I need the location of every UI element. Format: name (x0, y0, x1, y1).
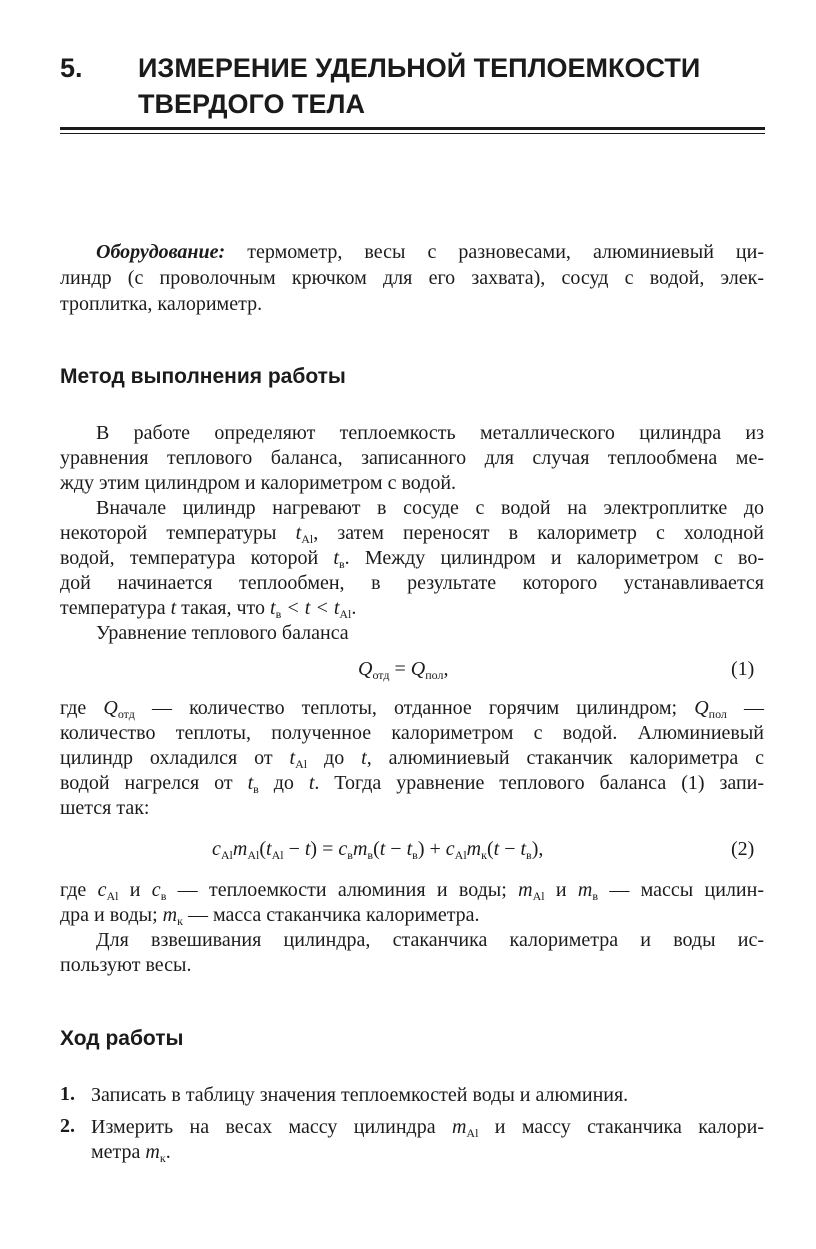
method-p4-line-3: цилиндр охладился от $t_{Al}$ до t, алюминиевый стаканчик калориметра с (60, 747, 765, 771)
math-inequality: $t_в < t < t_{Al}$ (270, 597, 352, 621)
equipment-line-3: троплитка, калориметр. (60, 293, 263, 315)
heading-rule-thin (60, 133, 765, 134)
method-p6-line-2: пользуют весы. (60, 954, 192, 976)
chapter-title (138, 50, 758, 122)
math-q-pol: $Q_{пол}$ (694, 697, 727, 721)
chapter-number: 5. (60, 53, 83, 83)
method-p4-line-1: где $Q_{отд}$ — количество теплоты, отданное горячим цилиндром; $Q_{пол}$ — (60, 697, 765, 721)
method-p2-line-3: водой, температура которой $t_в$. Между цилиндром и калориметром с во- (60, 547, 765, 571)
equipment-line-1: Оборудование: термометр, весы с разновесами, алюминиевый ци- (96, 241, 765, 263)
procedure-item-2-line-2: метра $m_к$. (91, 1141, 171, 1165)
procedure-heading: Ход работы (60, 1027, 184, 1050)
method-p5-line-2: дра и воды; $m_к$ — масса стаканчика калориметра. (60, 904, 480, 928)
procedure-item-2-line-1: Измерить на весах массу цилиндра $m_{Al}$ и массу стаканчика калори- (91, 1116, 765, 1140)
method-p4-line-5: шется так: (60, 797, 150, 819)
equation-2-number: (2) (731, 838, 755, 860)
method-p3: Уравнение теплового баланса (96, 622, 349, 644)
equation-1-number: (1) (731, 658, 755, 680)
procedure-item-1-number: 1. (60, 1083, 75, 1105)
method-p2-line-1: Вначале цилиндр нагревают в сосуде с водой на электроплитке до (96, 497, 764, 519)
method-p2-line-5: температура t такая, что $t_в < t < t_{Al}$. (60, 597, 357, 621)
math-q-otd: $Q_{отд}$ (103, 697, 135, 721)
math-t-v: $t_в$ (333, 547, 345, 571)
method-heading: Метод выполнения работы (60, 365, 346, 388)
method-p2-line-4: дой начинается теплообмен, в результате которого устанавливается (60, 572, 764, 594)
equation-1: $Q_{отд} = Q_{пол}$, (358, 658, 449, 682)
method-p6-line-1: Для взвешивания цилиндра, стаканчика калориметра и воды ис- (96, 929, 764, 951)
method-p1-line-1: В работе определяют теплоемкость металлического цилиндра из (96, 422, 764, 444)
equipment-line-2: линдр (с проволочным крючком для его захвата), сосуд с водой, элек- (60, 267, 764, 289)
chapter-title-line-2: ТВЕРДОГО ТЕЛА (138, 89, 365, 119)
method-p4-line-2: количество теплоты, полученное калориметром с водой. Алюминиевый (60, 722, 764, 744)
math-t-al: $t_{Al}$ (295, 522, 314, 546)
heading-rule-thick (60, 127, 765, 130)
chapter-title-line-1: ИЗМЕРЕНИЕ УДЕЛЬНОЙ ТЕПЛОЕМКОСТИ (138, 53, 701, 83)
method-p1-line-2: уравнения теплового баланса, записанного для случая теплообмена ме- (60, 447, 764, 469)
equation-2: $c_{Al}m_{Al}(t_{Al} - t) = c_вm_в(t - t_в) + c_{Al}m_к(t - t_в)$, (212, 838, 544, 862)
method-p5-line-1: где $c_{Al}$ и $c_в$ — теплоемкости алюминия и воды; $m_{Al}$ и $m_в$ — массы цилин- (60, 879, 764, 903)
equipment-label: Оборудование: (96, 241, 226, 263)
method-p4-line-4: водой нагрелся от $t_в$ до t. Тогда уравнение теплового баланса (1) запи- (60, 772, 765, 796)
procedure-item-2-number: 2. (60, 1115, 75, 1137)
procedure-item-1-text: Записать в таблицу значения теплоемкостей воды и алюминия. (91, 1084, 629, 1106)
method-p2-line-2: некоторой температуры $t_{Al}$, затем переносят в калориметр с холодной (60, 522, 764, 546)
method-p1-line-3: жду этим цилиндром и калориметром с водой. (60, 472, 457, 494)
